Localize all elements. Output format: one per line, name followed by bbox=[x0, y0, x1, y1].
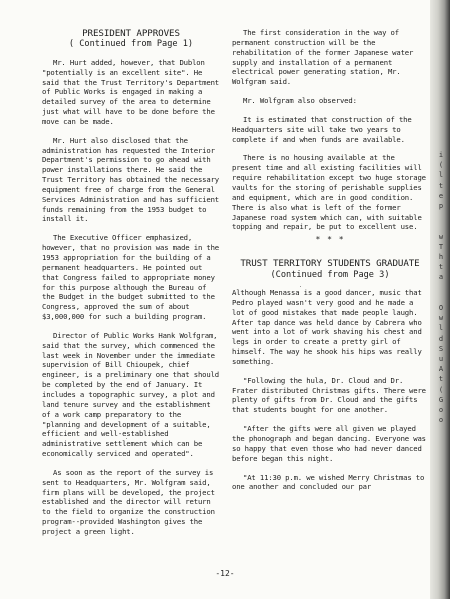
paragraph: Mr. Wolfgram also observed: bbox=[243, 96, 357, 106]
paper-speck bbox=[126, 438, 127, 439]
paragraph: It is estimated that construction of the Headquarters site will take two years to complete if and when funds are available. bbox=[232, 114, 412, 144]
paragraph: There is no housing available at the present time and all existing facilities will require rehabilitation except two huge storage vaults for the storing of perishable supplies and equipment, which are in good condition. There is also what is left of the former Japanese road system which can, with suitable topping and repair, be put to excellent use. bbox=[232, 153, 426, 232]
page-number: -12- bbox=[215, 569, 235, 578]
article-heading-students-graduate: TRUST TERRITORY STUDENTS GRADUATE bbox=[240, 258, 420, 270]
facing-page-fragments: i ( l t e p w T h t a O w l d S u A t ( G o o bbox=[438, 151, 444, 425]
right-column bbox=[232, 28, 428, 501]
paragraph: The Executive Officer emphasized, however, that no provision was made in the 1953 appropriation for the building of a permanent headquarters. He pointed out that Congress failed to appropriate money for this purpose although the Bureau of the Budget in the budget submitted to the Congress, approved the sum of about $3,000,000 for such a building program. bbox=[42, 233, 220, 322]
paragraph: As soon as the report of the survey is sent to Headquarters, Mr. Wolfgram said, firm plans will be developed, the project established and the director will return to the field to organize the construction program--provided Washington gives the project a green light. bbox=[42, 467, 215, 536]
paragraph: The first consideration in the way of permanent construction will be the rehabilitation of the former Japanese water supply and installation of a permanent electrical power generating station, Mr. Wolfgram said. bbox=[232, 28, 414, 87]
facing-page-edge bbox=[430, 0, 450, 599]
paragraph: Director of Public Works Hank Wolfgram, said that the survey, which commenced the last week in November under the immediate supervision of Bill Chioupek, chief engineer, is a preliminary one that should be completed by the end of January. It includes a topographic survey, a plot and land tenure survey and the establishment of a work camp preparatory to the "planning and development of a suitable, efficient and well-established administrative settlement which can be economically serviced and operated". bbox=[42, 330, 220, 459]
article-continuation-note: ( Continued from Page 1) bbox=[68, 39, 194, 50]
paragraph: "At 11:30 p.m. we wished Merry Christmas to one another and concluded our par bbox=[232, 472, 425, 492]
paragraph: "After the gifts were all given we played the phonograph and began dancing. Everyone was so happy that even those who had never danced before began this night. bbox=[232, 424, 426, 463]
section-separator: * * * bbox=[315, 235, 345, 245]
paragraph: Mr. Hurt also disclosed that the administration has requested the Interior Department's permission to go ahead with power installations there. He said the Trust Territory has obtained the necessary equipment free of charge from the General Services Administration and has sufficient funds remaining from the 1953 budget to install it. bbox=[42, 135, 220, 224]
left-column bbox=[42, 28, 220, 546]
article-continuation-note: (Continued from Page 3) bbox=[270, 269, 390, 280]
paper-speck bbox=[300, 286, 301, 287]
paragraph: "Following the hula, Dr. Cloud and Dr. Frater distributed Christmas gifts. There were plenty of gifts from Dr. Cloud and the gifts that students bought for one another. bbox=[232, 375, 426, 415]
paragraph: Although Menassa is a good dancer, music that Pedro played wasn't very good and he made a lot of good mistakes that made people laugh. After tap dance was held dance by Cabrera who went into a lot of work shaving his chest and legs in order to create a pretty girl of himself. The way he shook his hips was really something. bbox=[232, 288, 422, 366]
article-heading-president-approves: PRESIDENT APPROVES bbox=[82, 28, 180, 39]
paragraph: Mr. Hurt added, however, that Dublon "potentially is an excellent site". He said that the Trust Territory's Department of Public Works is engaged in making a detailed survey of the area to determine just what will have to be done before the move can be made. bbox=[42, 57, 220, 126]
